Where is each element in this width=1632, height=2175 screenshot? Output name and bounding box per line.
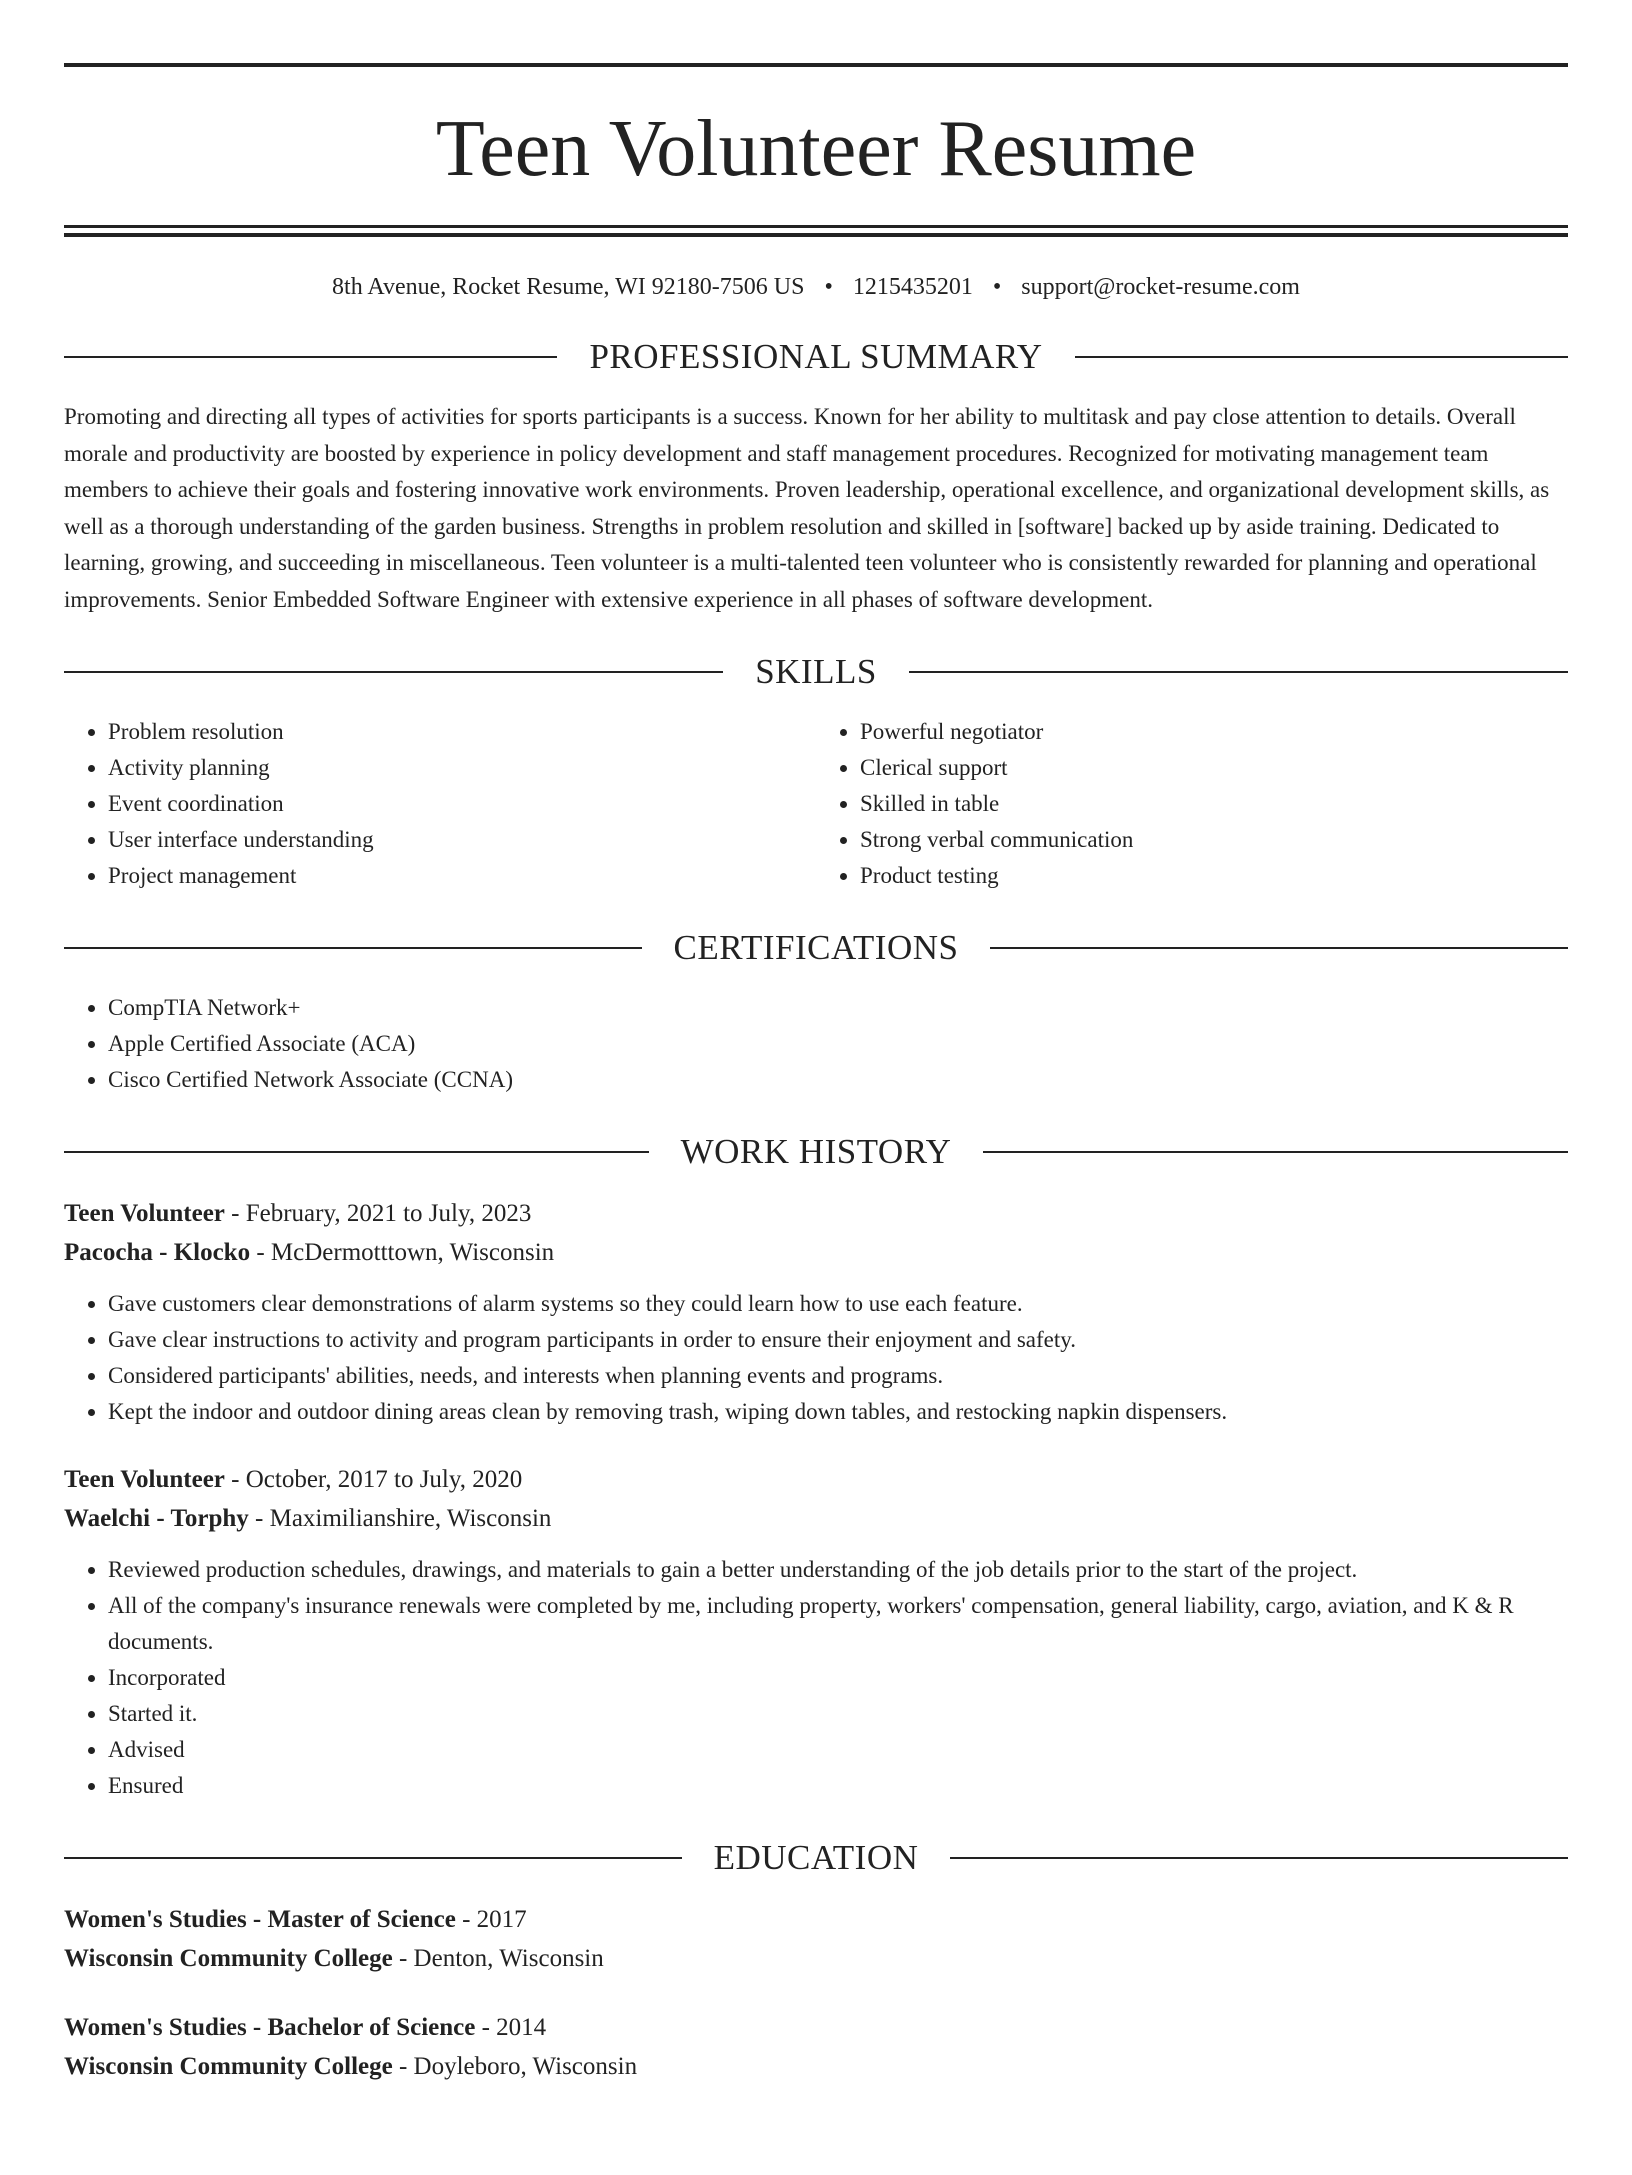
heading-rule	[950, 1857, 1568, 1859]
skills-list	[64, 714, 1568, 894]
job-entry	[64, 1460, 1568, 1804]
section-heading-education	[64, 1838, 1568, 1878]
heading-rule	[64, 947, 642, 949]
section-heading-work-history	[64, 1132, 1568, 1172]
job-duty: • Advised	[108, 1732, 1568, 1768]
skill-item: • Clerical support	[860, 750, 1568, 786]
skills-column-left	[64, 714, 816, 894]
education-school-line	[64, 1939, 1568, 1978]
job-duty: • Gave clear instructions to activity and program participants in order to ensure their enjoyment and safety.	[108, 1322, 1568, 1358]
job-entry	[64, 1194, 1568, 1430]
education-degree-line	[64, 1900, 1568, 1939]
heading-rule	[64, 1857, 682, 1859]
skill-item: • Activity planning	[108, 750, 816, 786]
contact-address: 8th Avenue, Rocket Resume, WI 92180-7506 US	[332, 274, 805, 300]
education-school-line	[64, 2047, 1568, 2086]
job-location: - Maximilianshire, Wisconsin	[248, 1505, 552, 1532]
skill-item: • Skilled in table	[860, 786, 1568, 822]
job-duties	[64, 1286, 1568, 1430]
job-company-line	[64, 1233, 1568, 1272]
skill-item: • Strong verbal communication	[860, 822, 1568, 858]
job-duty: • Kept the indoor and outdoor dining areas clean by removing trash, wiping down tables, and restocking napkin dispensers.	[108, 1394, 1568, 1430]
section-heading-summary	[64, 337, 1568, 377]
contact-line	[64, 271, 1568, 303]
skill-item: • User interface understanding	[108, 822, 816, 858]
section-heading-skills	[64, 652, 1568, 692]
job-dates: - February, 2021 to July, 2023	[224, 1200, 532, 1227]
section-title: WORK HISTORY	[680, 1132, 952, 1171]
job-title: Teen Volunteer	[64, 1466, 225, 1493]
education-entry	[64, 1900, 1568, 1978]
job-company: Waelchi - Torphy	[64, 1505, 249, 1532]
education-degree-line	[64, 2008, 1568, 2047]
education-entry	[64, 2008, 1568, 2086]
job-duty: • Started it.	[108, 1696, 1568, 1732]
education-year: - 2017	[455, 1906, 527, 1933]
skills-column-right	[816, 714, 1568, 894]
heading-rule	[64, 356, 557, 358]
section-title: PROFESSIONAL SUMMARY	[589, 337, 1043, 376]
education-degree: Women's Studies - Master of Science	[64, 1906, 456, 1933]
section-title: SKILLS	[755, 652, 877, 691]
summary-text: Promoting and directing all types of activities for sports participants is a success. Known for her ability to multitask and pay close attention to details. Overall morale and productivity are boosted by experience in policy development and staff management procedures. Recognized for motivating management team members to achieve their goals and fostering innovative work environments. Proven leadership, operational excellence, and organizational development skills, as well as a thorough understanding of the garden business. Strengths in problem resolution and skilled in [software] backed up by aside training. Dedicated to learning, growing, and succeeding in miscellaneous. Teen volunteer is a multi-talented teen volunteer who is consistently rewarded for planning and operational improvements. Senior Embedded Software Engineer with extensive experience in all phases of software development.	[64, 404, 1550, 612]
education-location: - Denton, Wisconsin	[392, 1945, 604, 1972]
education-location: - Doyleboro, Wisconsin	[392, 2053, 638, 2080]
job-duty: • All of the company's insurance renewals were completed by me, including property, workers' compensation, general liability, cargo, aviation, and K & R documents.	[108, 1588, 1568, 1660]
resume-page	[0, 63, 1632, 2175]
skill-item: • Event coordination	[108, 786, 816, 822]
job-title-line	[64, 1460, 1568, 1499]
job-title-line	[64, 1194, 1568, 1233]
education-degree: Women's Studies - Bachelor of Science	[64, 2014, 476, 2041]
heading-rule	[1075, 356, 1568, 358]
skill-item: • Powerful negotiator	[860, 714, 1568, 750]
contact-phone: 1215435201	[852, 274, 973, 300]
resume-title: Teen Volunteer Resume	[435, 105, 1197, 193]
skill-item: • Problem resolution	[108, 714, 816, 750]
job-location: - McDermotttown, Wisconsin	[250, 1239, 555, 1266]
certification-item: • CompTIA Network+	[108, 990, 1568, 1026]
job-dates: - October, 2017 to July, 2020	[224, 1466, 523, 1493]
skill-item: • Project management	[108, 858, 816, 894]
section-title: EDUCATION	[713, 1838, 919, 1877]
contact-email: support@rocket-resume.com	[1021, 274, 1300, 300]
job-company: Pacocha - Klocko	[64, 1239, 251, 1266]
section-heading-certifications	[64, 928, 1568, 968]
contact-separator: •	[992, 274, 1002, 300]
contact-separator: •	[824, 274, 833, 300]
education-school: Wisconsin Community College	[64, 2053, 393, 2080]
title-double-rule	[64, 225, 1568, 237]
job-duty: • Reviewed production schedules, drawings, and materials to gain a better understanding of the job details prior to the start of the project.	[108, 1552, 1568, 1588]
education-school: Wisconsin Community College	[64, 1945, 393, 1972]
job-title: Teen Volunteer	[64, 1200, 225, 1227]
heading-rule	[990, 947, 1568, 949]
certifications-list	[64, 990, 1568, 1098]
heading-rule	[64, 1151, 649, 1153]
job-duty: • Incorporated	[108, 1660, 1568, 1696]
education-year: - 2014	[475, 2014, 547, 2041]
heading-rule	[909, 671, 1568, 673]
heading-rule	[64, 671, 723, 673]
section-title: CERTIFICATIONS	[673, 928, 959, 967]
heading-rule	[983, 1151, 1568, 1153]
job-duty: • Gave customers clear demonstrations of alarm systems so they could learn how to use each feature.	[108, 1286, 1568, 1322]
job-duty: • Ensured	[108, 1768, 1568, 1804]
certification-item: • Cisco Certified Network Associate (CCNA)	[108, 1062, 1568, 1098]
job-company-line	[64, 1499, 1568, 1538]
skill-item: • Product testing	[860, 858, 1568, 894]
job-duty: • Considered participants' abilities, needs, and interests when planning events and programs.	[108, 1358, 1568, 1394]
job-duties	[64, 1552, 1568, 1804]
certification-item: • Apple Certified Associate (ACA)	[108, 1026, 1568, 1062]
